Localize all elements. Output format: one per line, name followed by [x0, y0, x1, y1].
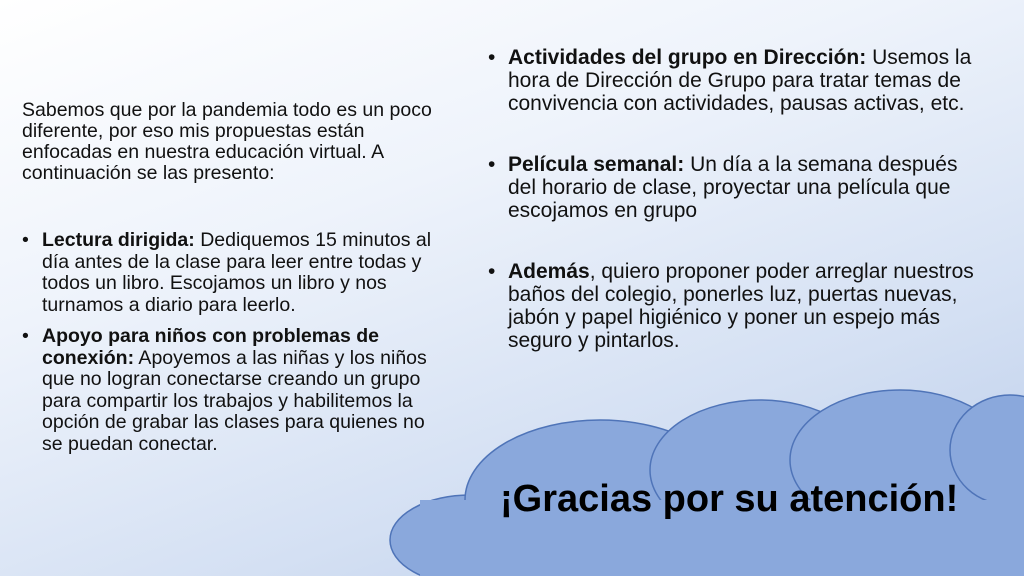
item-title: Lectura dirigida:	[42, 229, 195, 251]
list-item	[488, 260, 988, 352]
item-text: Apoyemos a las niñas y los niños que no logran conectarse creando un grupo para compartir los trabajos y habilitemos la opción de grabar las clases para quienes no se puedan conectar.	[42, 346, 427, 455]
intro-text: Sabemos que por la pandemia todo es un poco diferente, por eso mis propuestas están enfocadas en nuestra educación virtual. A continuación se las presento:	[22, 99, 432, 184]
item-title: Apoyo para niños con problemas de conexión:	[42, 325, 379, 369]
left-column	[22, 100, 442, 465]
item-text: , quiero proponer poder arreglar nuestros baños del colegio, ponerles luz, puertas nuevas, jabón y papel higiénico y poner un espejo más seguro y pintarlos.	[508, 260, 974, 352]
list-item	[488, 46, 988, 115]
list-item	[22, 230, 442, 316]
item-text: Un día a la semana después del horario de clase, proyectar una película que escojamos en grupo	[508, 153, 958, 222]
item-title: Además	[508, 260, 590, 283]
item-title: Actividades del grupo en Dirección:	[508, 46, 867, 69]
item-text: Dediquemos 15 minutos al día antes de la clase para leer entre todas y todos un libro. Escojamos un libro y nos turnamos a diario para leerlo.	[42, 229, 432, 316]
right-column	[488, 46, 988, 390]
list-item	[22, 326, 442, 455]
item-title: Película semanal:	[508, 153, 685, 176]
right-bullet-list	[488, 46, 988, 352]
list-item	[488, 153, 988, 222]
closing-message: ¡Gracias por su atención!	[500, 478, 959, 520]
left-bullet-list	[22, 230, 442, 455]
item-text: Usemos la hora de Dirección de Grupo para tratar temas de convivencia con actividades, pausas activas, etc.	[508, 46, 972, 115]
